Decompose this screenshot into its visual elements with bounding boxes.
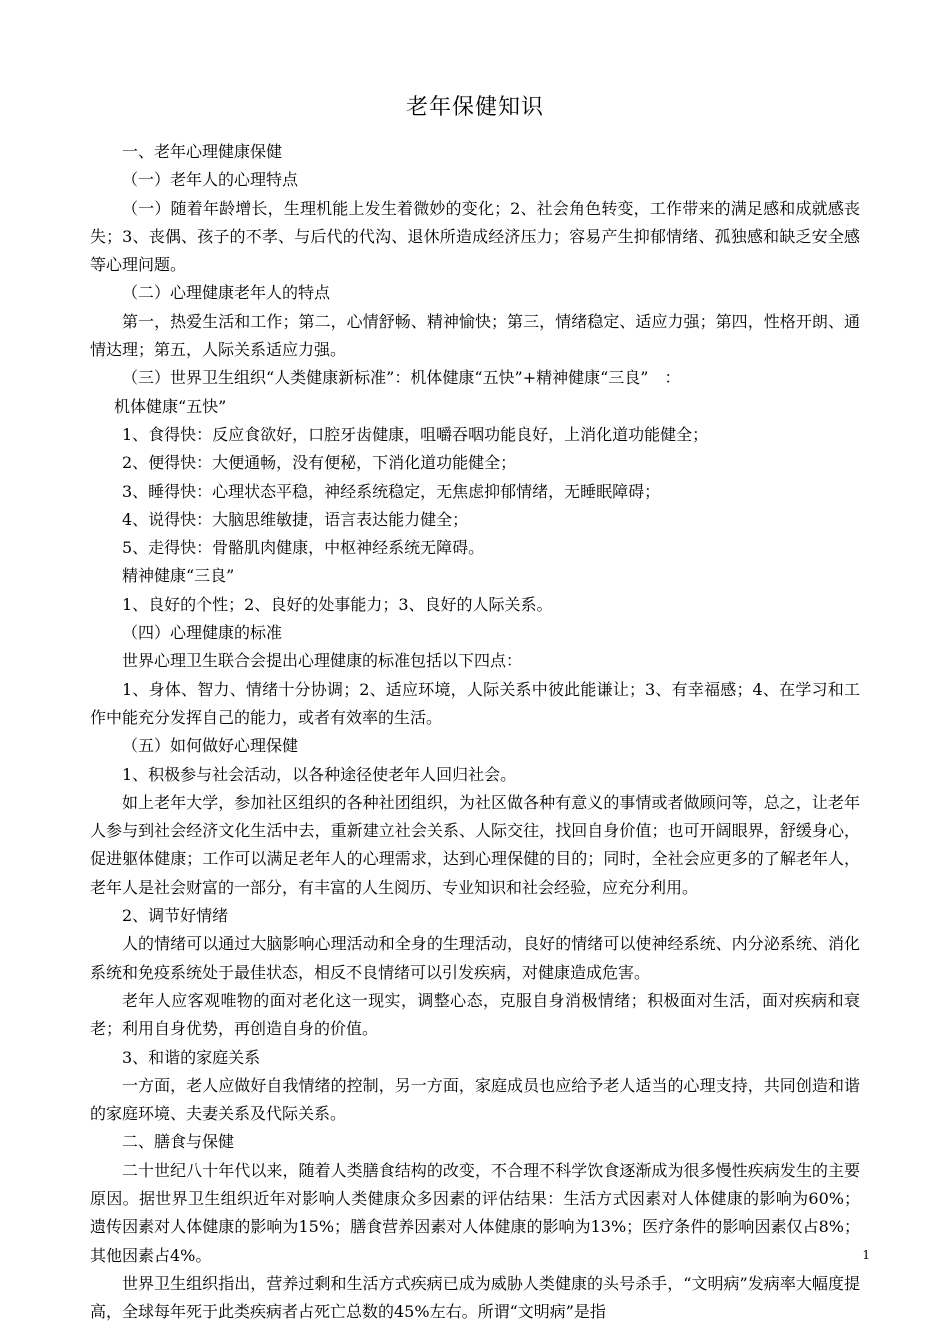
document-title: 老年保健知识: [405, 95, 544, 120]
list-heading: 精神健康“三良”: [122, 566, 235, 586]
list-item: 5、走得快：骨骼肌肉健康，中枢神经系统无障碍。: [122, 538, 485, 558]
paragraph: 人的情绪可以通过大脑影响心理活动和全身的生理活动，良好的情绪可以使神经系统、内分泌系统、消化系统和免疫系统处于最佳状态，相反不良情绪可以引发疾病，对健康造成危害。: [90, 934, 860, 982]
list-item: 1、良好的个性；2、良好的处事能力；3、良好的人际关系。: [122, 594, 553, 614]
subsection-heading: （一）老年人的心理特点: [122, 170, 299, 190]
list-item: 2、便得快：大便通畅，没有便秘，下消化道功能健全；: [122, 453, 517, 473]
section-heading: 一、老年心理健康保健: [122, 142, 283, 161]
subsection-heading: （二）心理健康老年人的特点: [122, 283, 331, 303]
paragraph: 二十世纪八十年代以来，随着人类膳食结构的改变，不合理不科学饮食逐渐成为很多慢性疾病发生的主要原因。据世界卫生组织近年对影响人类健康众多因素的评估结果：生活方式因素对人体健康的影响为60%；遗传因素对人体健康的影响为15%；膳食营养因素对人体健康的影响为13%；医疗条件的影响因素仅占8%；其他因素占4%。: [90, 1160, 860, 1265]
paragraph: 第一，热爱生活和工作；第二，心情舒畅、精神愉快；第三，情绪稳定、适应力强；第四，性格开朗、通情达理；第五，人际关系适应力强。: [90, 311, 860, 360]
paragraph: 一方面，老人应做好自我情绪的控制，另一方面，家庭成员也应给予老人适当的心理支持，共同创造和谐的家庭环境、夫妻关系及代际关系。: [90, 1075, 860, 1124]
subsection-heading: （三）世界卫生组织“人类健康新标准”：机体健康“五快”+精神健康“三良” ：: [122, 368, 681, 388]
list-item: 4、说得快：大脑思维敏捷，语言表达能力健全；: [122, 509, 469, 529]
section-heading: 二、膳食与保健: [122, 1132, 235, 1152]
paragraph: （一）随着年龄增长，生理机能上发生着微妙的变化；2、社会角色转变，工作带来的满足感和成就感丧失；3、丧偶、孩子的不孝、与后代的代沟、退休所造成经济压力；容易产生抑郁情绪、孤独感和缺乏安全感等心理问题。: [90, 198, 860, 275]
list-item: 3、睡得快：心理状态平稳，神经系统稳定，无焦虑抑郁情绪，无睡眠障碍；: [122, 481, 661, 501]
subsection-heading: （四）心理健康的标准: [122, 623, 283, 643]
paragraph: 如上老年大学，参加社区组织的各种社团组织，为社区做各种有意义的事情或者做顾问等，总之，让老年人参与到社会经济文化生活中去，重新建立社会关系、人际交往，找回自身价值；也可开阔眼界，舒缓身心，促进躯体健康；工作可以满足老年人的心理需求，达到心理保健的目的；同时，全社会应更多的了解老年人，老年人是社会财富的一部分，有丰富的人生阅历、专业知识和社会经验，应充分利用。: [90, 792, 860, 897]
subsection-heading: （五）如何做好心理保健: [122, 736, 299, 756]
list-heading: 机体健康“五快”: [114, 396, 227, 416]
list-item: 3、和谐的家庭关系: [122, 1047, 261, 1067]
page-number: 1: [862, 1248, 870, 1262]
paragraph: 老年人应客观唯物的面对老化这一现实，调整心态，克服自身消极情绪；积极面对生活，面对疾病和衰老；利用自身优势，再创造自身的价值。: [90, 990, 860, 1039]
paragraph: 世界卫生组织指出，营养过剩和生活方式疾病已成为威胁人类健康的头号杀手，“文明病”发病率大幅度提高，全球每年死于此类疾病者占死亡总数的45%左右。所谓“文明病”是指: [90, 1273, 860, 1322]
list-item: 2、调节好情绪: [122, 906, 229, 926]
paragraph: 1、身体、智力、情绪十分协调；2、适应环境，人际关系中彼此能谦让；3、有幸福感；4、在学习和工作中能充分发挥自己的能力，或者有效率的生活。: [90, 679, 860, 727]
paragraph: 世界心理卫生联合会提出心理健康的标准包括以下四点：: [122, 651, 523, 671]
list-item: 1、食得快：反应食欲好，口腔牙齿健康，咀嚼吞咽功能良好，上消化道功能健全；: [122, 424, 709, 444]
list-item: 1、积极参与社会活动，以各种途径使老年人回归社会。: [122, 764, 517, 784]
document-body: [90, 138, 860, 1326]
